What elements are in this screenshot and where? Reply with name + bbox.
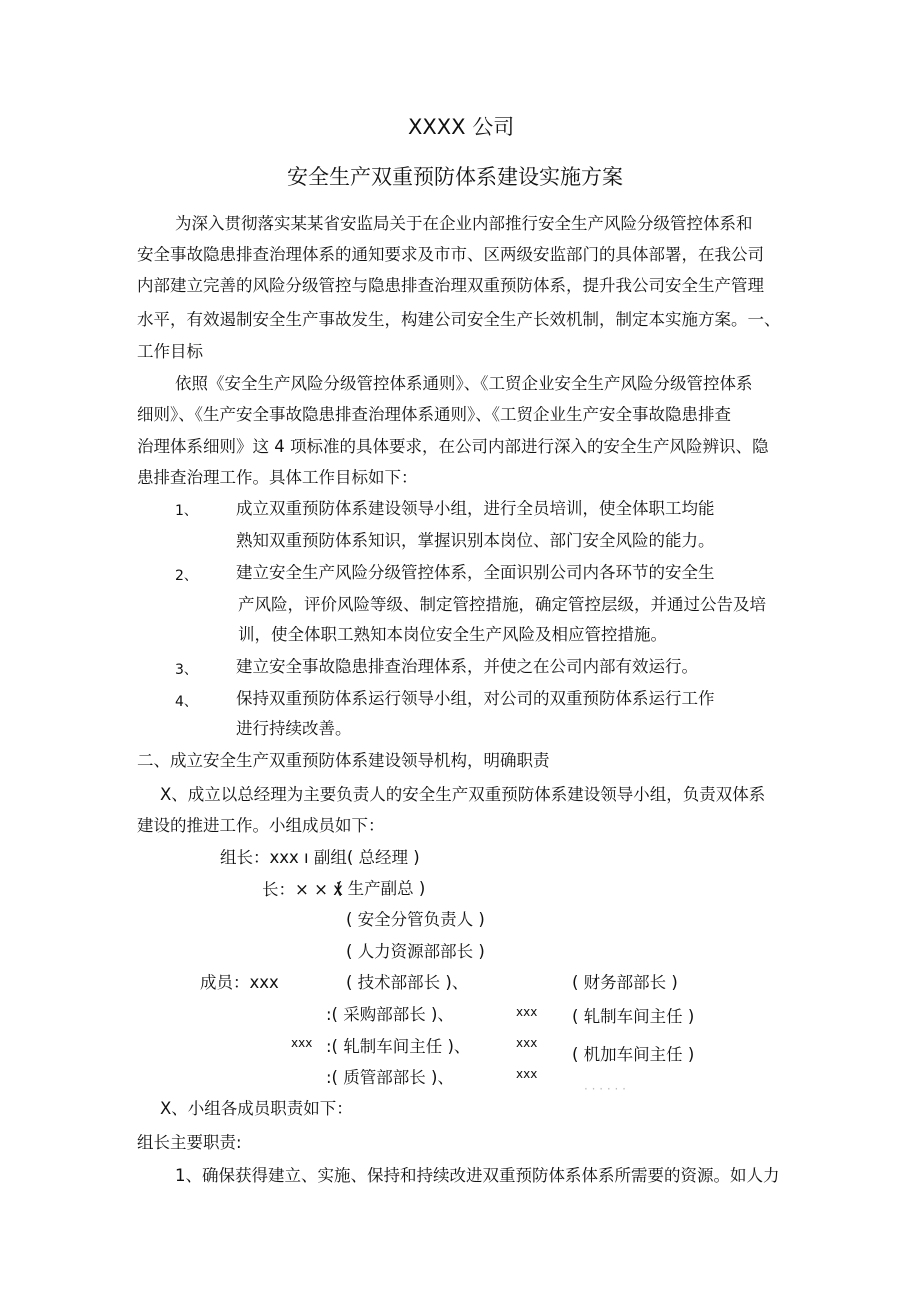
- intro-line-3: 内部建立完善的风险分级管控与隐患排查治理双重预防体系，提升我公司安全生产管理: [137, 276, 764, 295]
- basis-line-1: 依照《安全生产风险分级管控体系通则》、《工贸企业安全生产风险分级管控体系: [175, 374, 753, 393]
- org-leader: 组长：xxx ı 副组( 总经理 ): [220, 848, 420, 867]
- intro-line-2: 安全事故隐患排查治理体系的通知要求及市市、区两级安监部门的具体部署，在我公司: [137, 245, 764, 264]
- duties-intro: X、小组各成员职责如下：: [160, 1099, 353, 1118]
- goal-3-number: 3、: [175, 662, 198, 678]
- intro-line-5: 工作目标: [137, 342, 203, 361]
- document-title: 安全生产双重预防体系建设实施方案: [287, 165, 623, 189]
- goal-2-line-1: 建立安全生产风险分级管控体系，全面识别公司内各环节的安全生: [236, 563, 715, 582]
- goal-1-line-1: 成立双重预防体系建设领导小组，进行全员培训，使全体职工均能: [236, 499, 715, 518]
- goal-1-line-2: 熟知双重预防体系知识，掌握识别本岗位、部门安全风险的能力。: [236, 531, 715, 550]
- basis-line-3: 治理体系细则》这 4 项标准的具体要求，在公司内部进行深入的安全生产风险辨识、隐: [137, 437, 769, 456]
- leader-duties-title: 组长主要职责:: [137, 1133, 242, 1152]
- org-deputy-role: ( 生产副总 ): [336, 879, 426, 898]
- member-xxx-mid-3: xxx: [516, 1067, 538, 1081]
- member-quality: :( 质管部部长 )、: [326, 1068, 454, 1087]
- org-role-hr: ( 人力资源部部长 ): [346, 942, 485, 961]
- group-intro-line-2: 建设的推进工作。小组成员如下：: [137, 816, 385, 835]
- basis-line-2: 细则》、《生产安全事故隐患排查治理体系通则》、《工贸企业生产安全事故隐患排查: [137, 405, 731, 424]
- member-xxx-mid-2: xxx: [516, 1036, 538, 1050]
- goal-2-number: 2、: [175, 568, 198, 584]
- goal-4-line-1: 保持双重预防体系运行领导小组，对公司的双重预防体系运行工作: [236, 689, 715, 708]
- member-xxx-left: xxx: [291, 1036, 313, 1050]
- member-finance: ( 财务部部长 ): [572, 973, 678, 992]
- goal-4-number: 4、: [175, 694, 198, 710]
- member-xxx-mid-1: xxx: [516, 1005, 538, 1019]
- section-2-heading: 二、成立安全生产双重预防体系建设领导机构，明确职责: [137, 751, 550, 770]
- goal-2-line-3: 训，使全体职工熟知本岗位安全生产风险及相应管控措施。: [238, 625, 667, 644]
- member-rolling-2: ( 轧制车间主任 ): [572, 1007, 695, 1026]
- member-tech: ( 技术部部长 )、: [346, 973, 469, 992]
- goal-2-line-2: 产风险，评价风险等级、制定管控措施，确定管控层级，并通过公告及培: [238, 595, 766, 614]
- org-members-label: 成员：xxx: [200, 973, 279, 992]
- goal-1-number: 1、: [175, 503, 198, 519]
- member-rolling-1: :( 轧制车间主任 )、: [326, 1037, 471, 1056]
- org-deputy-label: 长：× × ẋ: [262, 880, 343, 899]
- goal-3-line-1: 建立安全事故隐患排查治理体系，并使之在公司内部有效运行。: [236, 657, 698, 676]
- duty-1: 1、确保获得建立、实施、保持和持续改进双重预防体系体系所需要的资源。如人力: [175, 1166, 780, 1185]
- intro-line-1: 为深入贯彻落实某某省安监局关于在企业内部推行安全生产风险分级管控体系和: [175, 214, 753, 233]
- goal-4-line-2: 进行持续改善。: [236, 719, 352, 738]
- member-cut-off-text: · · · · · ·: [584, 1082, 626, 1096]
- member-purchasing: :( 采购部部长 )、: [326, 1005, 454, 1024]
- member-machining: ( 机加车间主任 ): [572, 1045, 695, 1064]
- org-role-safety: ( 安全分管负责人 ): [346, 910, 485, 929]
- company-name: XXXX 公司: [408, 115, 515, 139]
- basis-line-4: 患排查治理工作。具体工作目标如下：: [137, 468, 418, 487]
- group-intro-line-1: X、成立以总经理为主要负责人的安全生产双重预防体系建设领导小组，负责双体系: [160, 785, 766, 804]
- intro-line-4: 水平，有效遏制安全生产事故发生，构建公司安全生产长效机制，制定本实施方案。一、: [137, 310, 781, 329]
